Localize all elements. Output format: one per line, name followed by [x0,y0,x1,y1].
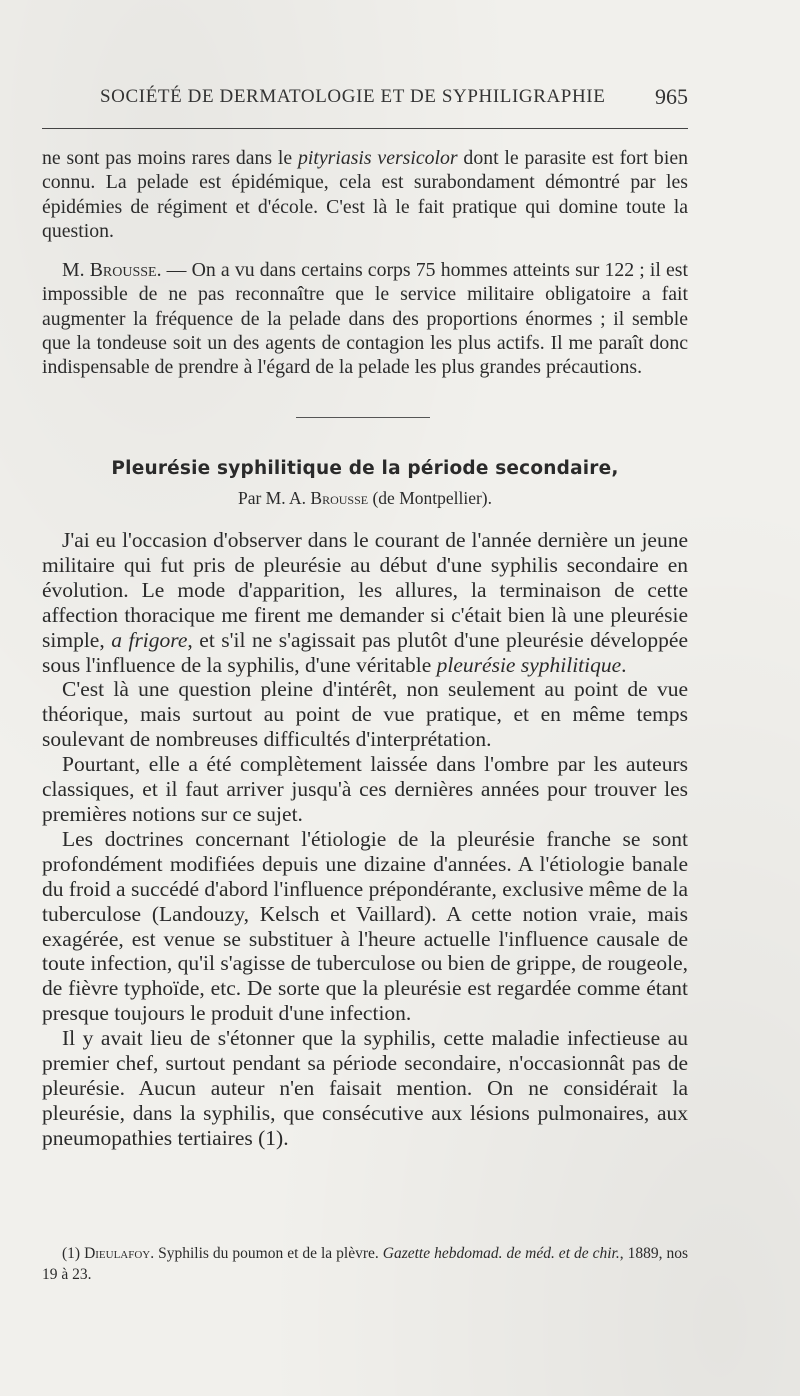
article-paragraph-1 [42,528,688,677]
footnote-journal: Gazette hebdomad. de méd. et de chir. [382,1245,620,1262]
continuation-paragraph-2 [42,258,688,379]
page-number: 965 [655,84,688,109]
text-run: . — On a vu dans certains corps 75 hommes atteints sur 122 ; il est impossible de ne pas reconnaître que le service militaire obligatoire a fait augmenter la fréquence de la pelade dans des proportions énormes ; il semble que la tondeuse soit un des agents de contagion les plus actifs. Il me paraît donc indispensable de prendre à l'égard de la pelade les plus grandes précautions. [42,259,689,379]
header-rule [42,128,688,129]
page-header [100,86,688,120]
italic-term: pityriasis versicolor [297,147,458,169]
article-body [42,528,688,1151]
text-run: J'ai eu l'occasion d'observer dans le courant de l'année dernière un jeune militaire qui fut pris de pleurésie au début d'une syphilis secondaire en évolution. Le mode d'apparition, les allures, la terminaison de cette affection thoracique me firent me demander si c'était bien là une pleurésie simple, [42,528,688,652]
continuation-paragraph-1 [42,146,688,243]
footnote-author: Dieulafoy [84,1245,151,1262]
text-run: . Syphilis du poumon et de la plèvre. [150,1245,383,1262]
byline-prefix: Par M. A. [237,488,311,508]
footnote [42,1243,688,1285]
text-run: , 1889, nos 19 à 23. [42,1245,688,1283]
article-paragraph-3: Pourtant, elle a été complètement laissée dans l'ombre par les auteurs classiques, et il faut arriver jusqu'à ces dernières années pour trouver les premières notions sur ce sujet. [42,752,688,826]
text-run: dont le parasite est fort bien connu. La pelade est épidémique, cela est surabondament démontré par les épidémies de régiment et d'école. C'est là le fait pratique qui domine toute la question. [42,147,688,242]
running-head: SOCIÉTÉ DE DERMATOLOGIE ET DE SYPHILIGRAPHIE [100,86,606,107]
section-divider [296,417,430,418]
byline-author: Brousse [310,488,369,508]
article-paragraph-4: Les doctrines concernant l'étiologie de la pleurésie franche se sont profondément modifiées depuis une dizaine d'années. A l'étiologie banale du froid a succédé d'abord l'influence prépondérante, exclusive même de la tuberculose (Landouzy, Kelsch et Vaillard). A cette notion vraie, mais exagérée, est venue se substituer à l'heure actuelle l'influence causale de toute infection, qu'il s'agisse de tuberculose ou bien de grippe, de rougeole, de fièvre typhoïde, etc. De sorte que la pleurésie est regardée comme étant presque toujours le produit d'une infection. [42,826,688,1026]
text-run: , et s'il ne s'agissait pas plutôt d'une pleurésie développée sous l'influence de la syphilis, d'une véritable [42,627,688,677]
article-paragraph-2: C'est là une question pleine d'intérêt, non seulement au point de vue théorique, mais surtout au point de vue pratique, et en même temps soulevant de nombreuses difficultés d'interprétation. [42,677,688,752]
italic-term: pleurésie syphilitique [436,652,622,677]
byline [42,488,688,509]
footnote-marker: (1) [62,1245,85,1262]
article-paragraph-5: Il y avait lieu de s'étonner que la syphilis, cette maladie infectieuse au premier chef, surtout pendant sa période secondaire, n'occasionnât pas de pleurésie. Aucun auteur n'en faisait mention. On ne considérait la pleurésie, dans la syphilis, que consécutive aux lésions pulmonaires, aux pneumopathies tertiaires (1). [42,1026,688,1150]
article-title: Pleurésie syphilitique de la période secondaire, [111,458,619,479]
text-run: ne sont pas moins rares dans le [42,147,298,169]
speaker-prefix: M. [62,259,90,281]
italic-term: a frigore [111,627,188,652]
text-run: . [621,652,627,677]
byline-suffix: (de Montpellier). [368,488,493,508]
speaker-name: Brousse [89,259,157,281]
